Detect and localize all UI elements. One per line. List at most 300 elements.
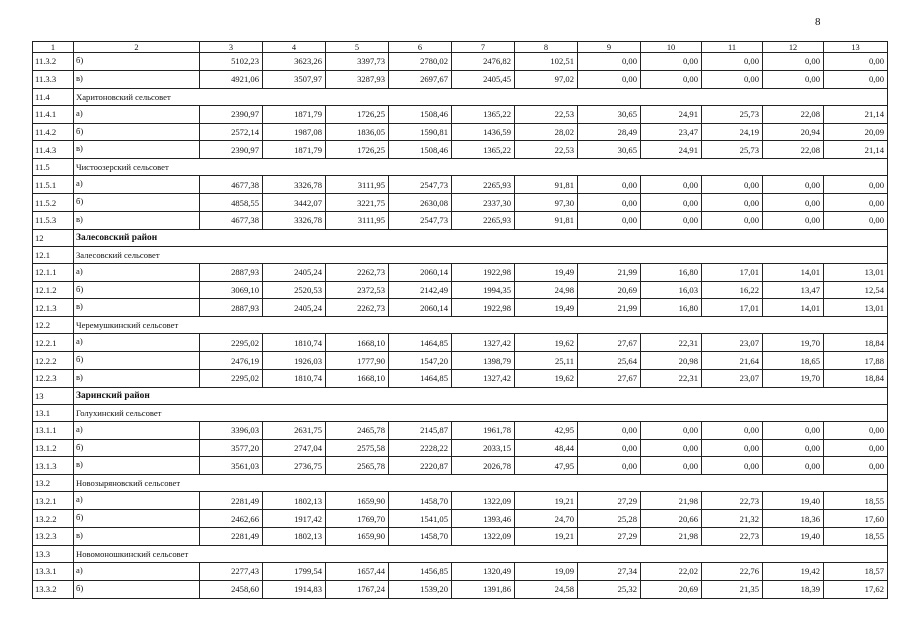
table-row bbox=[33, 212, 888, 230]
value-cell: 19,49 bbox=[515, 263, 578, 281]
row-variant: в) bbox=[74, 141, 200, 159]
row-variant: а) bbox=[74, 562, 200, 580]
row-code: 13.1.1 bbox=[33, 421, 74, 439]
value-cell: 2265,93 bbox=[452, 176, 515, 194]
row-variant: а) bbox=[74, 492, 200, 510]
value-cell: 91,81 bbox=[515, 212, 578, 230]
value-cell: 2295,02 bbox=[200, 334, 263, 352]
value-cell: 25,28 bbox=[578, 510, 641, 528]
value-cell: 3442,07 bbox=[263, 194, 326, 212]
value-cell: 1393,46 bbox=[452, 510, 515, 528]
value-cell: 0,00 bbox=[641, 176, 702, 194]
value-cell: 1320,49 bbox=[452, 562, 515, 580]
value-cell: 1961,78 bbox=[452, 421, 515, 439]
value-cell: 23,07 bbox=[702, 334, 763, 352]
value-cell: 1802,13 bbox=[263, 492, 326, 510]
value-cell: 2405,24 bbox=[263, 299, 326, 317]
value-cell: 1539,20 bbox=[389, 580, 452, 598]
table-row bbox=[33, 562, 888, 580]
value-cell: 19,49 bbox=[515, 299, 578, 317]
table-row bbox=[33, 528, 888, 546]
column-number: 7 bbox=[452, 42, 515, 53]
column-number: 9 bbox=[578, 42, 641, 53]
council-row bbox=[33, 545, 888, 562]
value-cell: 1926,03 bbox=[263, 352, 326, 370]
value-cell: 22,31 bbox=[641, 334, 702, 352]
value-cell: 0,00 bbox=[702, 70, 763, 88]
district-row bbox=[33, 387, 888, 404]
council-row bbox=[33, 246, 888, 263]
table-row bbox=[33, 457, 888, 475]
value-cell: 1391,86 bbox=[452, 580, 515, 598]
value-cell: 1657,44 bbox=[326, 562, 389, 580]
value-cell: 22,02 bbox=[641, 562, 702, 580]
row-variant: б) bbox=[74, 580, 200, 598]
value-cell: 0,00 bbox=[824, 457, 888, 475]
value-cell: 2462,66 bbox=[200, 510, 263, 528]
value-cell: 19,62 bbox=[515, 334, 578, 352]
council-name: Черемушкинский сельсовет bbox=[74, 317, 888, 334]
district-row bbox=[33, 229, 888, 246]
value-cell: 1922,98 bbox=[452, 299, 515, 317]
value-cell: 2747,04 bbox=[263, 439, 326, 457]
table-row bbox=[33, 352, 888, 370]
value-cell: 0,00 bbox=[641, 457, 702, 475]
value-cell: 2736,75 bbox=[263, 457, 326, 475]
value-cell: 2520,53 bbox=[263, 281, 326, 299]
district-name: Заринский район bbox=[74, 387, 888, 404]
value-cell: 1464,85 bbox=[389, 334, 452, 352]
value-cell: 1836,05 bbox=[326, 123, 389, 141]
row-variant: в) bbox=[74, 212, 200, 230]
council-name: Харитоновский сельсовет bbox=[74, 88, 888, 105]
value-cell: 22,53 bbox=[515, 141, 578, 159]
value-cell: 21,32 bbox=[702, 510, 763, 528]
value-cell: 25,64 bbox=[578, 352, 641, 370]
value-cell: 1668,10 bbox=[326, 370, 389, 388]
council-name: Голухинский сельсовет bbox=[74, 404, 888, 421]
value-cell: 2697,67 bbox=[389, 70, 452, 88]
value-cell: 1871,79 bbox=[263, 105, 326, 123]
value-cell: 2575,58 bbox=[326, 439, 389, 457]
table-row bbox=[33, 492, 888, 510]
value-cell: 0,00 bbox=[763, 70, 824, 88]
value-cell: 2405,24 bbox=[263, 263, 326, 281]
value-cell: 3111,95 bbox=[326, 176, 389, 194]
value-cell: 2630,08 bbox=[389, 194, 452, 212]
row-code: 13.3 bbox=[33, 545, 74, 562]
value-cell: 24,98 bbox=[515, 281, 578, 299]
value-cell: 2060,14 bbox=[389, 263, 452, 281]
column-number: 11 bbox=[702, 42, 763, 53]
table-row bbox=[33, 439, 888, 457]
table-row bbox=[33, 53, 888, 71]
value-cell: 102,51 bbox=[515, 53, 578, 71]
value-cell: 1917,42 bbox=[263, 510, 326, 528]
value-cell: 0,00 bbox=[702, 53, 763, 71]
value-cell: 1456,85 bbox=[389, 562, 452, 580]
value-cell: 1668,10 bbox=[326, 334, 389, 352]
row-code: 12.2.3 bbox=[33, 370, 74, 388]
value-cell: 2337,30 bbox=[452, 194, 515, 212]
value-cell: 19,42 bbox=[763, 562, 824, 580]
value-cell: 4921,06 bbox=[200, 70, 263, 88]
value-cell: 3326,78 bbox=[263, 176, 326, 194]
value-cell: 2547,73 bbox=[389, 176, 452, 194]
value-cell: 1914,83 bbox=[263, 580, 326, 598]
row-code: 11.5.3 bbox=[33, 212, 74, 230]
value-cell: 42,95 bbox=[515, 421, 578, 439]
row-code: 11.3.3 bbox=[33, 70, 74, 88]
row-code: 11.5.1 bbox=[33, 176, 74, 194]
column-number: 2 bbox=[74, 42, 200, 53]
row-code: 13.1 bbox=[33, 404, 74, 421]
value-cell: 27,34 bbox=[578, 562, 641, 580]
value-cell: 20,69 bbox=[578, 281, 641, 299]
value-cell: 19,62 bbox=[515, 370, 578, 388]
value-cell: 18,84 bbox=[824, 370, 888, 388]
value-cell: 0,00 bbox=[824, 194, 888, 212]
row-code: 13.1.3 bbox=[33, 457, 74, 475]
value-cell: 22,73 bbox=[702, 492, 763, 510]
row-code: 12.1.1 bbox=[33, 263, 74, 281]
value-cell: 2476,82 bbox=[452, 53, 515, 71]
value-cell: 23,07 bbox=[702, 370, 763, 388]
row-variant: б) bbox=[74, 123, 200, 141]
value-cell: 2060,14 bbox=[389, 299, 452, 317]
value-cell: 5102,23 bbox=[200, 53, 263, 71]
value-cell: 1508,46 bbox=[389, 141, 452, 159]
table-row bbox=[33, 123, 888, 141]
council-row bbox=[33, 317, 888, 334]
table-row bbox=[33, 510, 888, 528]
value-cell: 1659,90 bbox=[326, 492, 389, 510]
value-cell: 2887,93 bbox=[200, 263, 263, 281]
value-cell: 12,54 bbox=[824, 281, 888, 299]
value-cell: 27,67 bbox=[578, 334, 641, 352]
value-cell: 1802,13 bbox=[263, 528, 326, 546]
council-name: Залесовский сельсовет bbox=[74, 246, 888, 263]
value-cell: 1987,08 bbox=[263, 123, 326, 141]
value-cell: 3397,73 bbox=[326, 53, 389, 71]
table-row bbox=[33, 105, 888, 123]
value-cell: 2405,45 bbox=[452, 70, 515, 88]
row-code: 13.3.1 bbox=[33, 562, 74, 580]
value-cell: 18,57 bbox=[824, 562, 888, 580]
row-variant: б) bbox=[74, 194, 200, 212]
value-cell: 2145,87 bbox=[389, 421, 452, 439]
value-cell: 1541,05 bbox=[389, 510, 452, 528]
column-number: 3 bbox=[200, 42, 263, 53]
value-cell: 22,73 bbox=[702, 528, 763, 546]
value-cell: 1365,22 bbox=[452, 105, 515, 123]
value-cell: 3623,26 bbox=[263, 53, 326, 71]
value-cell: 30,65 bbox=[578, 105, 641, 123]
value-cell: 0,00 bbox=[702, 457, 763, 475]
value-cell: 0,00 bbox=[763, 439, 824, 457]
value-cell: 21,14 bbox=[824, 105, 888, 123]
value-cell: 17,01 bbox=[702, 299, 763, 317]
value-cell: 3396,03 bbox=[200, 421, 263, 439]
value-cell: 17,62 bbox=[824, 580, 888, 598]
row-variant: в) bbox=[74, 457, 200, 475]
row-code: 13.3.2 bbox=[33, 580, 74, 598]
row-variant: б) bbox=[74, 352, 200, 370]
table-row bbox=[33, 176, 888, 194]
value-cell: 0,00 bbox=[702, 439, 763, 457]
value-cell: 1547,20 bbox=[389, 352, 452, 370]
column-number-row bbox=[33, 42, 888, 53]
value-cell: 19,70 bbox=[763, 334, 824, 352]
value-cell: 18,65 bbox=[763, 352, 824, 370]
value-cell: 1769,70 bbox=[326, 510, 389, 528]
council-name: Чистоозерский сельсовет bbox=[74, 159, 888, 176]
value-cell: 22,53 bbox=[515, 105, 578, 123]
value-cell: 1464,85 bbox=[389, 370, 452, 388]
table-row bbox=[33, 370, 888, 388]
value-cell: 0,00 bbox=[578, 194, 641, 212]
value-cell: 0,00 bbox=[763, 421, 824, 439]
table-row bbox=[33, 421, 888, 439]
column-number: 5 bbox=[326, 42, 389, 53]
value-cell: 2780,02 bbox=[389, 53, 452, 71]
value-cell: 25,73 bbox=[702, 105, 763, 123]
value-cell: 1327,42 bbox=[452, 370, 515, 388]
value-cell: 19,21 bbox=[515, 492, 578, 510]
value-cell: 3111,95 bbox=[326, 212, 389, 230]
value-cell: 27,29 bbox=[578, 492, 641, 510]
table-row bbox=[33, 580, 888, 598]
value-cell: 0,00 bbox=[824, 212, 888, 230]
row-code: 11.3.2 bbox=[33, 53, 74, 71]
value-cell: 1726,25 bbox=[326, 141, 389, 159]
value-cell: 25,11 bbox=[515, 352, 578, 370]
council-name: Новомоношкинский сельсовет bbox=[74, 545, 888, 562]
table-row bbox=[33, 70, 888, 88]
value-cell: 1458,70 bbox=[389, 528, 452, 546]
value-cell: 1508,46 bbox=[389, 105, 452, 123]
value-cell: 21,99 bbox=[578, 263, 641, 281]
value-cell: 97,30 bbox=[515, 194, 578, 212]
value-cell: 0,00 bbox=[578, 212, 641, 230]
value-cell: 2142,49 bbox=[389, 281, 452, 299]
value-cell: 2565,78 bbox=[326, 457, 389, 475]
value-cell: 3221,75 bbox=[326, 194, 389, 212]
value-cell: 18,84 bbox=[824, 334, 888, 352]
value-cell: 0,00 bbox=[763, 53, 824, 71]
table-row bbox=[33, 141, 888, 159]
value-cell: 0,00 bbox=[578, 53, 641, 71]
value-cell: 1322,09 bbox=[452, 492, 515, 510]
value-cell: 16,03 bbox=[641, 281, 702, 299]
table-row bbox=[33, 281, 888, 299]
row-code: 13.2.3 bbox=[33, 528, 74, 546]
value-cell: 0,00 bbox=[641, 212, 702, 230]
value-cell: 2281,49 bbox=[200, 492, 263, 510]
value-cell: 17,88 bbox=[824, 352, 888, 370]
row-code: 11.5.2 bbox=[33, 194, 74, 212]
table-row bbox=[33, 334, 888, 352]
value-cell: 2026,78 bbox=[452, 457, 515, 475]
value-cell: 1994,35 bbox=[452, 281, 515, 299]
value-cell: 0,00 bbox=[763, 176, 824, 194]
row-code: 11.4 bbox=[33, 88, 74, 105]
page-number: 8 bbox=[815, 16, 821, 28]
row-code: 11.4.3 bbox=[33, 141, 74, 159]
value-cell: 19,40 bbox=[763, 492, 824, 510]
column-number: 13 bbox=[824, 42, 888, 53]
value-cell: 2887,93 bbox=[200, 299, 263, 317]
value-cell: 0,00 bbox=[824, 70, 888, 88]
value-cell: 27,29 bbox=[578, 528, 641, 546]
value-cell: 4677,38 bbox=[200, 212, 263, 230]
value-cell: 22,31 bbox=[641, 370, 702, 388]
value-cell: 97,02 bbox=[515, 70, 578, 88]
value-cell: 1810,74 bbox=[263, 334, 326, 352]
value-cell: 3561,03 bbox=[200, 457, 263, 475]
row-code: 11.4.2 bbox=[33, 123, 74, 141]
row-variant: б) bbox=[74, 510, 200, 528]
value-cell: 0,00 bbox=[763, 212, 824, 230]
value-cell: 2295,02 bbox=[200, 370, 263, 388]
value-cell: 21,64 bbox=[702, 352, 763, 370]
value-cell: 21,14 bbox=[824, 141, 888, 159]
value-cell: 0,00 bbox=[641, 421, 702, 439]
row-code: 12.1.3 bbox=[33, 299, 74, 317]
row-variant: а) bbox=[74, 334, 200, 352]
table-row bbox=[33, 299, 888, 317]
value-cell: 20,98 bbox=[641, 352, 702, 370]
value-cell: 1659,90 bbox=[326, 528, 389, 546]
value-cell: 2458,60 bbox=[200, 580, 263, 598]
value-cell: 0,00 bbox=[824, 176, 888, 194]
column-number: 4 bbox=[263, 42, 326, 53]
value-cell: 2033,15 bbox=[452, 439, 515, 457]
value-cell: 21,98 bbox=[641, 492, 702, 510]
row-code: 12 bbox=[33, 229, 74, 246]
value-cell: 1726,25 bbox=[326, 105, 389, 123]
value-cell: 18,55 bbox=[824, 528, 888, 546]
council-row bbox=[33, 404, 888, 421]
value-cell: 18,36 bbox=[763, 510, 824, 528]
value-cell: 21,98 bbox=[641, 528, 702, 546]
value-cell: 2262,73 bbox=[326, 299, 389, 317]
value-cell: 20,66 bbox=[641, 510, 702, 528]
value-cell: 25,73 bbox=[702, 141, 763, 159]
value-cell: 1327,42 bbox=[452, 334, 515, 352]
value-cell: 2281,49 bbox=[200, 528, 263, 546]
value-cell: 1799,54 bbox=[263, 562, 326, 580]
value-cell: 24,70 bbox=[515, 510, 578, 528]
value-cell: 28,02 bbox=[515, 123, 578, 141]
value-cell: 18,39 bbox=[763, 580, 824, 598]
value-cell: 3287,93 bbox=[326, 70, 389, 88]
value-cell: 2228,22 bbox=[389, 439, 452, 457]
value-cell: 0,00 bbox=[578, 439, 641, 457]
row-code: 13.2.1 bbox=[33, 492, 74, 510]
tariff-table bbox=[32, 41, 888, 599]
value-cell: 1922,98 bbox=[452, 263, 515, 281]
value-cell: 28,49 bbox=[578, 123, 641, 141]
value-cell: 21,99 bbox=[578, 299, 641, 317]
value-cell: 4677,38 bbox=[200, 176, 263, 194]
value-cell: 91,81 bbox=[515, 176, 578, 194]
value-cell: 24,91 bbox=[641, 141, 702, 159]
value-cell: 2390,97 bbox=[200, 105, 263, 123]
row-variant: а) bbox=[74, 263, 200, 281]
value-cell: 0,00 bbox=[702, 421, 763, 439]
value-cell: 2631,75 bbox=[263, 421, 326, 439]
value-cell: 0,00 bbox=[578, 176, 641, 194]
value-cell: 1777,90 bbox=[326, 352, 389, 370]
row-code: 11.4.1 bbox=[33, 105, 74, 123]
value-cell: 2390,97 bbox=[200, 141, 263, 159]
table-row bbox=[33, 263, 888, 281]
value-cell: 0,00 bbox=[824, 439, 888, 457]
row-variant: а) bbox=[74, 176, 200, 194]
value-cell: 3069,10 bbox=[200, 281, 263, 299]
value-cell: 19,21 bbox=[515, 528, 578, 546]
value-cell: 47,95 bbox=[515, 457, 578, 475]
district-name: Залесовский район bbox=[74, 229, 888, 246]
column-number: 10 bbox=[641, 42, 702, 53]
value-cell: 30,65 bbox=[578, 141, 641, 159]
value-cell: 3507,97 bbox=[263, 70, 326, 88]
value-cell: 21,35 bbox=[702, 580, 763, 598]
value-cell: 1398,79 bbox=[452, 352, 515, 370]
value-cell: 16,22 bbox=[702, 281, 763, 299]
row-variant: в) bbox=[74, 299, 200, 317]
row-code: 13 bbox=[33, 387, 74, 404]
value-cell: 0,00 bbox=[702, 176, 763, 194]
value-cell: 0,00 bbox=[824, 421, 888, 439]
column-number: 1 bbox=[33, 42, 74, 53]
value-cell: 2262,73 bbox=[326, 263, 389, 281]
value-cell: 17,60 bbox=[824, 510, 888, 528]
value-cell: 22,08 bbox=[763, 141, 824, 159]
value-cell: 13,01 bbox=[824, 299, 888, 317]
value-cell: 22,08 bbox=[763, 105, 824, 123]
value-cell: 2265,93 bbox=[452, 212, 515, 230]
value-cell: 1458,70 bbox=[389, 492, 452, 510]
value-cell: 16,80 bbox=[641, 263, 702, 281]
value-cell: 25,32 bbox=[578, 580, 641, 598]
column-number: 12 bbox=[763, 42, 824, 53]
row-code: 12.2.1 bbox=[33, 334, 74, 352]
value-cell: 0,00 bbox=[763, 194, 824, 212]
value-cell: 0,00 bbox=[702, 194, 763, 212]
value-cell: 0,00 bbox=[641, 194, 702, 212]
row-code: 13.1.2 bbox=[33, 439, 74, 457]
value-cell: 27,67 bbox=[578, 370, 641, 388]
row-variant: б) bbox=[74, 53, 200, 71]
value-cell: 19,09 bbox=[515, 562, 578, 580]
value-cell: 3326,78 bbox=[263, 212, 326, 230]
value-cell: 1436,59 bbox=[452, 123, 515, 141]
value-cell: 1810,74 bbox=[263, 370, 326, 388]
row-code: 12.1.2 bbox=[33, 281, 74, 299]
council-row bbox=[33, 159, 888, 176]
value-cell: 1767,24 bbox=[326, 580, 389, 598]
row-variant: а) bbox=[74, 105, 200, 123]
value-cell: 24,19 bbox=[702, 123, 763, 141]
value-cell: 1365,22 bbox=[452, 141, 515, 159]
value-cell: 0,00 bbox=[824, 53, 888, 71]
row-variant: б) bbox=[74, 439, 200, 457]
value-cell: 2476,19 bbox=[200, 352, 263, 370]
council-name: Новозыряновский сельсовет bbox=[74, 475, 888, 492]
value-cell: 24,91 bbox=[641, 105, 702, 123]
